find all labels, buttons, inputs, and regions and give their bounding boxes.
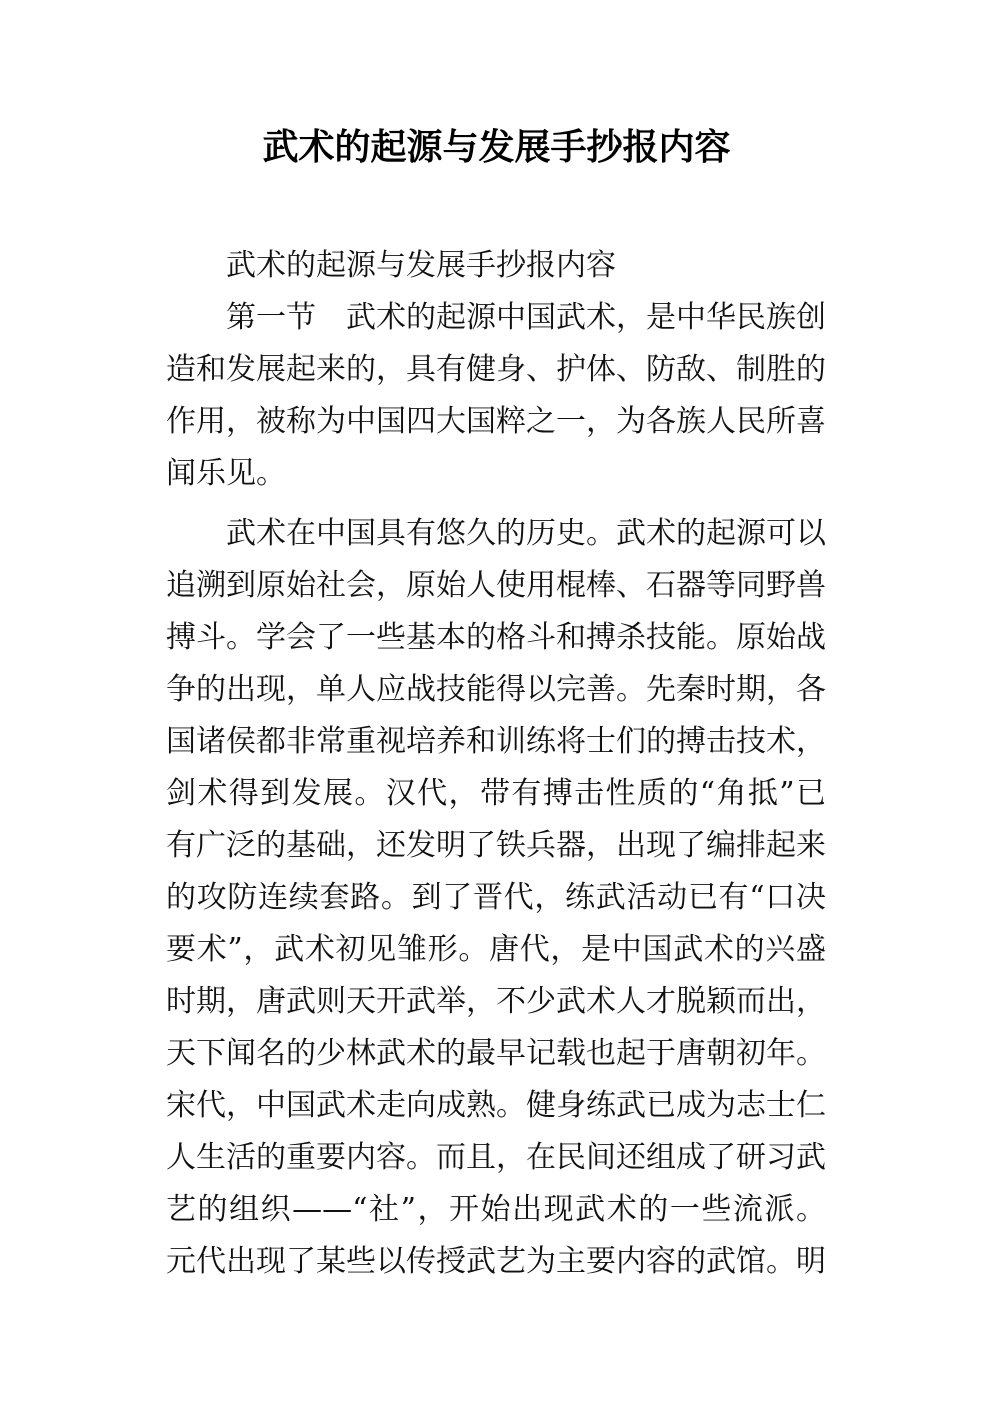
paragraph-heading: 武术的起源与发展手抄报内容 [226, 248, 616, 283]
document-body [166, 240, 826, 1288]
paragraph-history: 武术在中国具有悠久的历史。武术的起源可以追溯到原始社会，原始人使用棍棒、石器等同野兽搏斗。学会了一些基本的格斗和搏杀技能。原始战争的出现，单人应战技能得以完善。先秦时期，各国诸侯都非常重视培养和训练将士们的搏击技术，剑术得到发展。汉代，带有搏击性质的“角抵”已有广泛的基础，还发明了铁兵器，出现了编排起来的攻防连续套路。到了晋代，练武活动已有“口决要术”，武术初见雏形。唐代，是中国武术的兴盛时期，唐武则天开武举，不少武术人才脱颖而出，天下闻名的少林武术的最早记载也起于唐朝初年。宋代，中国武术走向成熟。健身练武已成为志士仁人生活的重要内容。而且，在民间还组成了研习武艺的组织——“社”，开始出现武术的一些流派。元代出现了某些以传授武艺为主要内容的武馆。明 [166, 516, 826, 1279]
document-title: 武术的起源与发展手抄报内容 [262, 127, 731, 168]
paragraph-section-one: 第一节 武术的起源中国武术，是中华民族创造和发展起来的，具有健身、护体、防敌、制胜的作用，被称为中国四大国粹之一，为各族人民所喜闻乐见。 [166, 300, 826, 491]
